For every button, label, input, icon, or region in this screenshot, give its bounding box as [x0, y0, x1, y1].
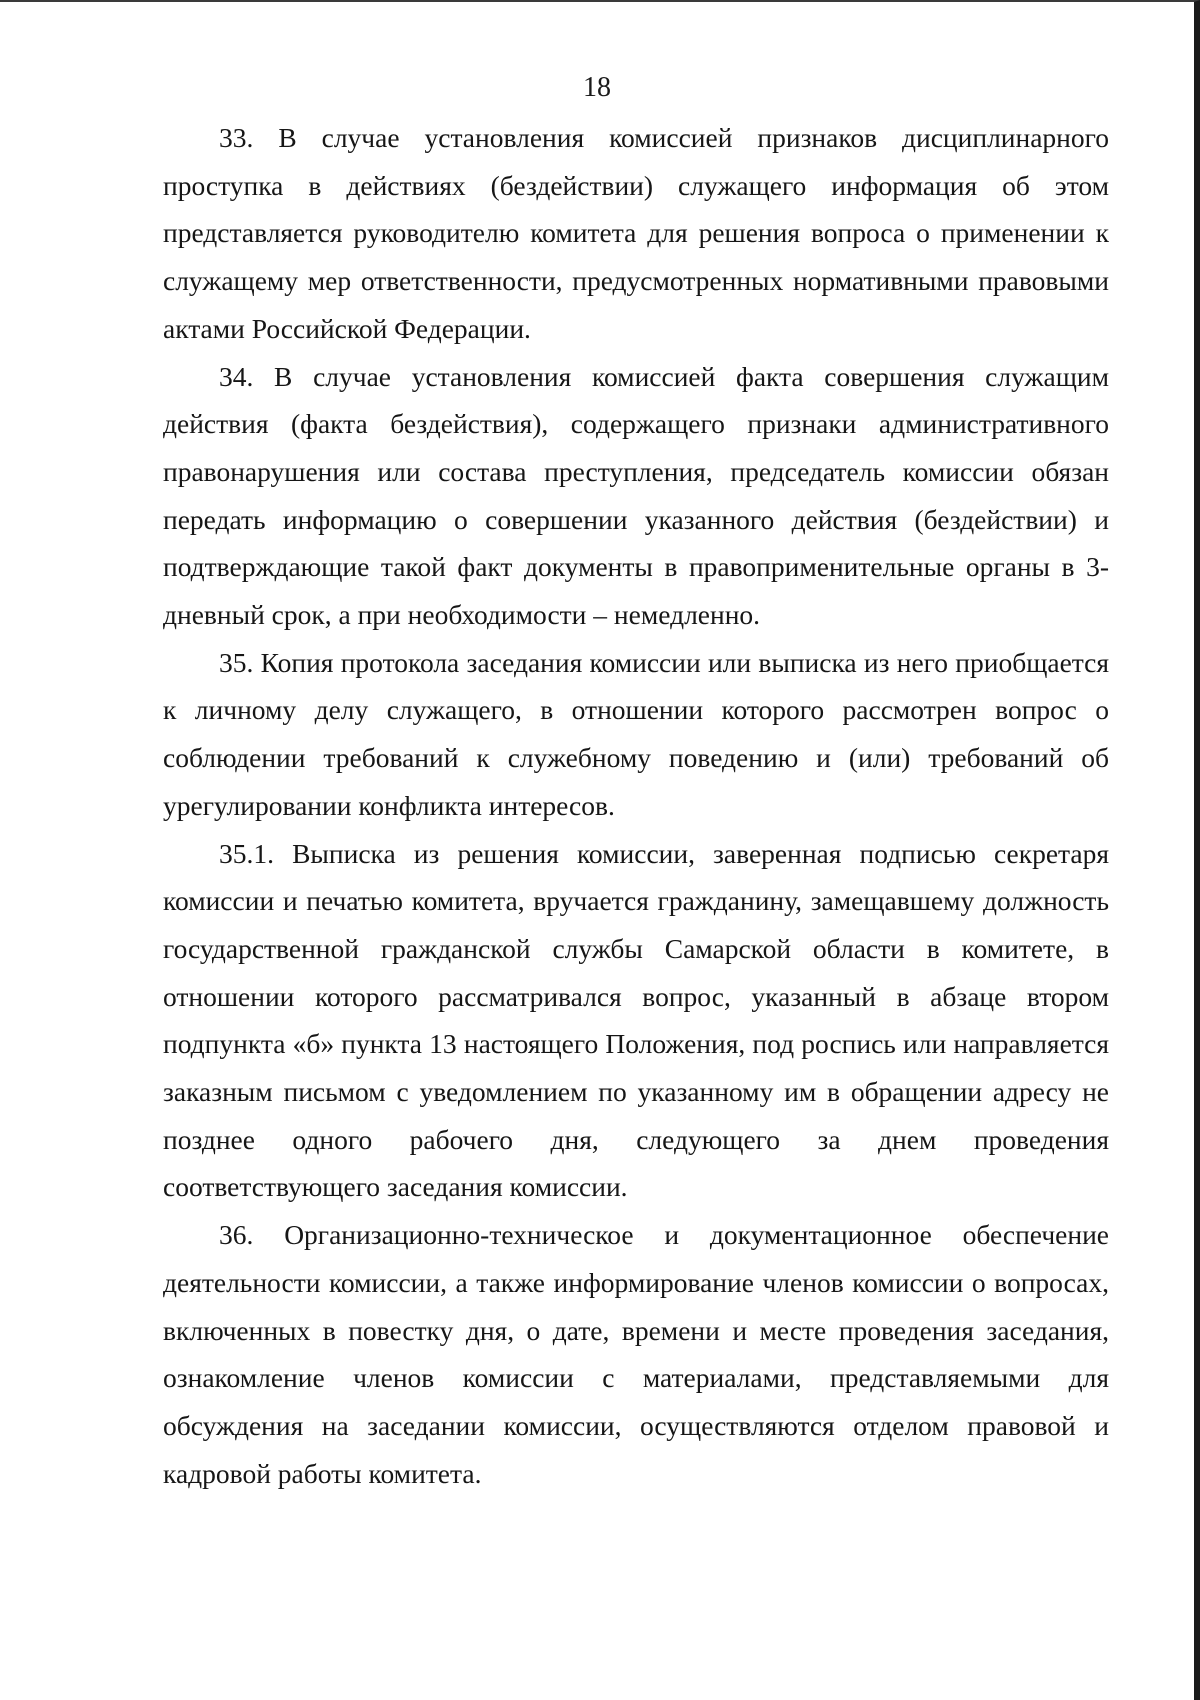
paragraph-35-1: 35.1. Выписка из решения комиссии, заверенная подписью секретаря комиссии и печатью комитета, вручается гражданину, замещавшему должность государственной гражданской службы Самарской области в комитете, в отношении которого рассматривался вопрос, указанный в абзаце втором подпункта «б» пункта 13 настоящего Положения, под роспись или направляется заказным письмом с уведомлением по указанному им в обращении адресу не позднее одного рабочего дня, следующего за днем проведения соответствующего заседания комиссии. — [163, 837, 1109, 1203]
paragraph-36: 36. Организационно-техническое и документационное обеспечение деятельности комиссии, а также информирование членов комиссии о вопросах, включенных в повестку дня, о дате, времени и месте проведения заседания, ознакомление членов комиссии с материалами, представляемыми для обсуждения на заседании комиссии, осуществляются отделом правовой и кадровой работы комитета. — [163, 1219, 1109, 1489]
paragraph-35: 35. Копия протокола заседания комиссии или выписка из него приобщается к личному делу служащего, в отношении которого рассмотрен вопрос о соблюдении требований к служебному поведению и (или) требований об урегулировании конфликта интересов. — [163, 646, 1109, 821]
page-number: 18 — [583, 72, 611, 103]
document-body — [163, 114, 1109, 1497]
paragraph-33: 33. В случае установления комиссией признаков дисциплинарного проступка в действиях (бездействии) служащего информация об этом представляется руководителю комитета для решения вопроса о применении к служащему мер ответственности, предусмотренных нормативными правовыми актами Российской Федерации. — [163, 122, 1109, 344]
paragraph-34: 34. В случае установления комиссией факта совершения служащим действия (факта бездействия), содержащего признаки административного правонарушения или состава преступления, председатель комиссии обязан передать информацию о совершении указанного действия (бездействии) и подтверждающие такой факт документы в правоприменительные органы в 3-дневный срок, а при необходимости – немедленно. — [163, 360, 1109, 631]
